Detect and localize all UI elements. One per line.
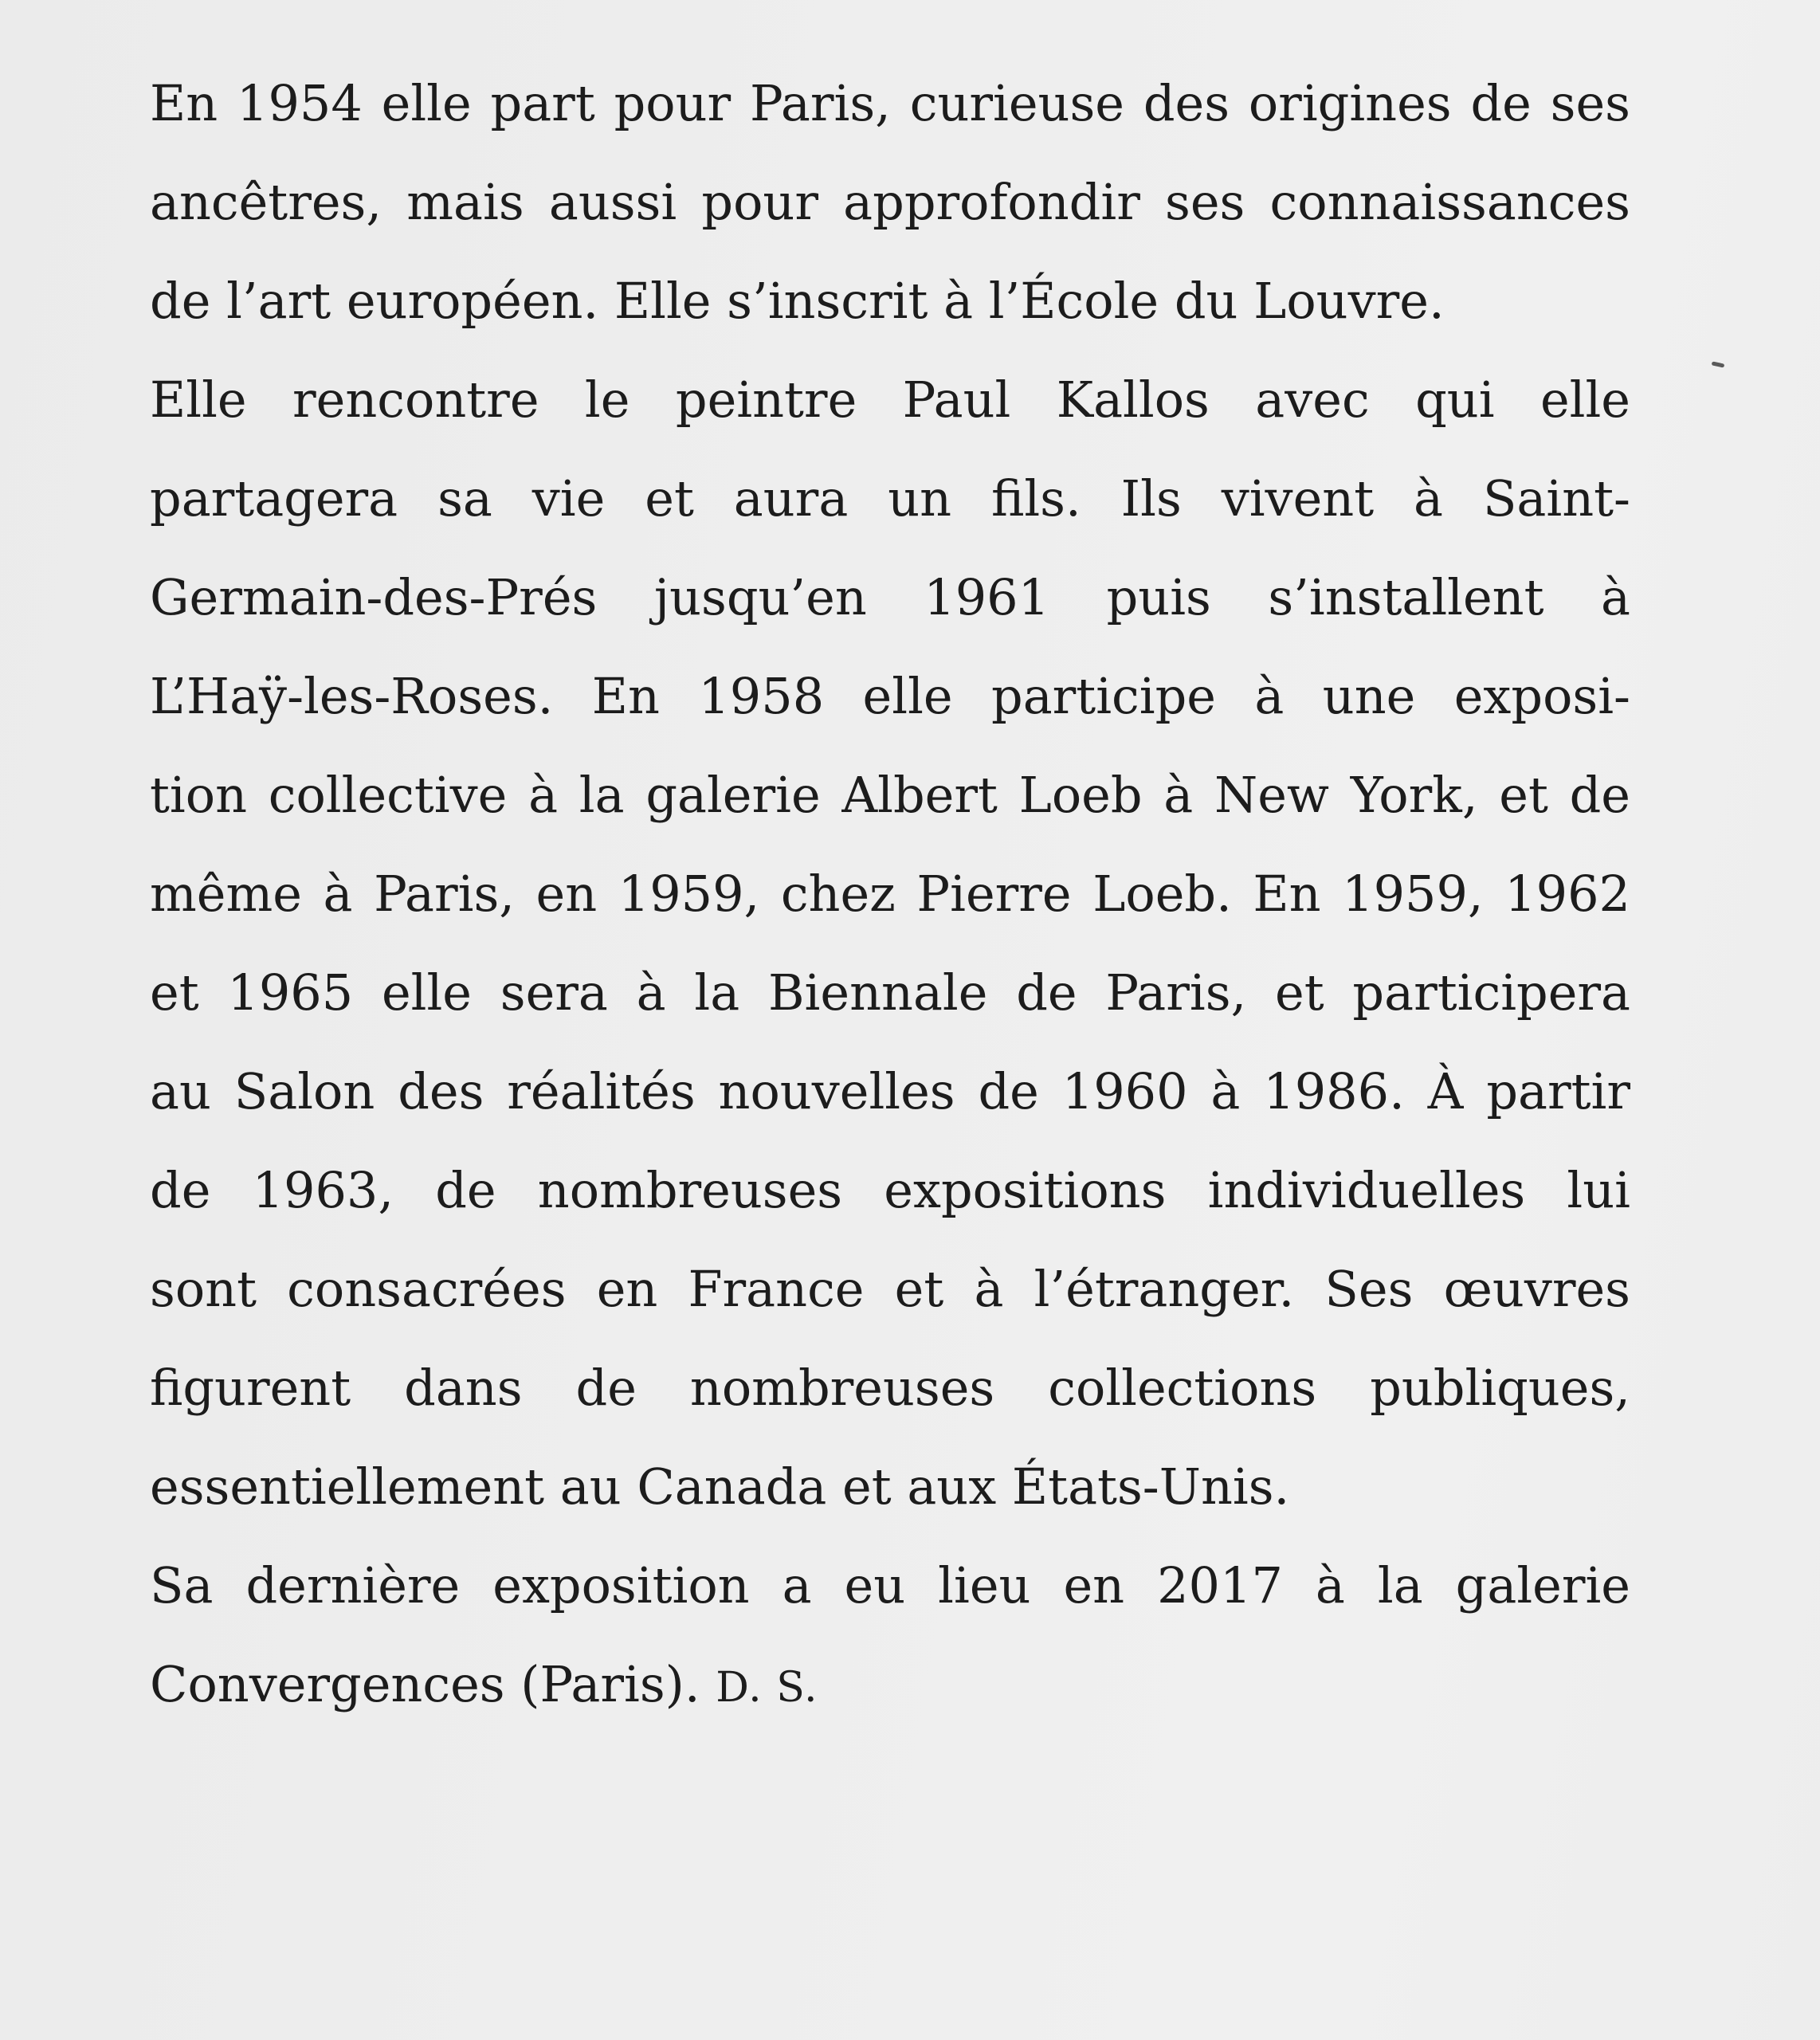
text-line: Sa dernière exposition a eu lieu en 2017 à la galerie bbox=[150, 1556, 1630, 1614]
body-text bbox=[150, 54, 1630, 1734]
text-line: au Salon des réalités nouvelles de 1960 à 1986. À partir bbox=[150, 1062, 1630, 1120]
text-line: Elle rencontre le peintre Paul Kallos avec qui elle bbox=[150, 371, 1630, 429]
text-line: même à Paris, en 1959, chez Pierre Loeb. En 1959, 1962 bbox=[150, 865, 1630, 923]
text-line: L’Haÿ-les-Roses. En 1958 elle participe à une exposi- bbox=[150, 667, 1630, 725]
text-line: tion collective à la galerie Albert Loeb à New York, et de bbox=[150, 766, 1630, 824]
text-line: essentiellement au Canada et aux États-Unis. bbox=[150, 1457, 1290, 1516]
paragraph-1 bbox=[150, 54, 1630, 351]
text-line: de l’art européen. Elle s’inscrit à l’École du Louvre. bbox=[150, 272, 1445, 330]
text-line-content: Convergences (Paris). bbox=[150, 1655, 700, 1713]
paragraph-3 bbox=[150, 1536, 1630, 1734]
paragraph-2 bbox=[150, 351, 1630, 1536]
text-line-with-signature bbox=[150, 1635, 1630, 1734]
author-signature: D. S. bbox=[716, 1664, 818, 1712]
text-line: partagera sa vie et aura un fils. Ils vivent à Saint- bbox=[150, 469, 1630, 528]
text-line: et 1965 elle sera à la Biennale de Paris, et participera bbox=[150, 963, 1630, 1022]
text-line: de 1963, de nombreuses expositions individuelles lui bbox=[150, 1161, 1630, 1219]
text-line: figurent dans de nombreuses collections publiques, bbox=[150, 1359, 1630, 1417]
text-line: sont consacrées en France et à l’étranger. Ses œuvres bbox=[150, 1260, 1630, 1318]
text-line: En 1954 elle part pour Paris, curieuse des origines de ses bbox=[150, 74, 1630, 132]
text-line: ancêtres, mais aussi pour approfondir ses connaissances bbox=[150, 173, 1630, 231]
text-line: Germain-des-Prés jusqu’en 1961 puis s’installent à bbox=[150, 568, 1630, 626]
paper-speck bbox=[1712, 361, 1725, 367]
